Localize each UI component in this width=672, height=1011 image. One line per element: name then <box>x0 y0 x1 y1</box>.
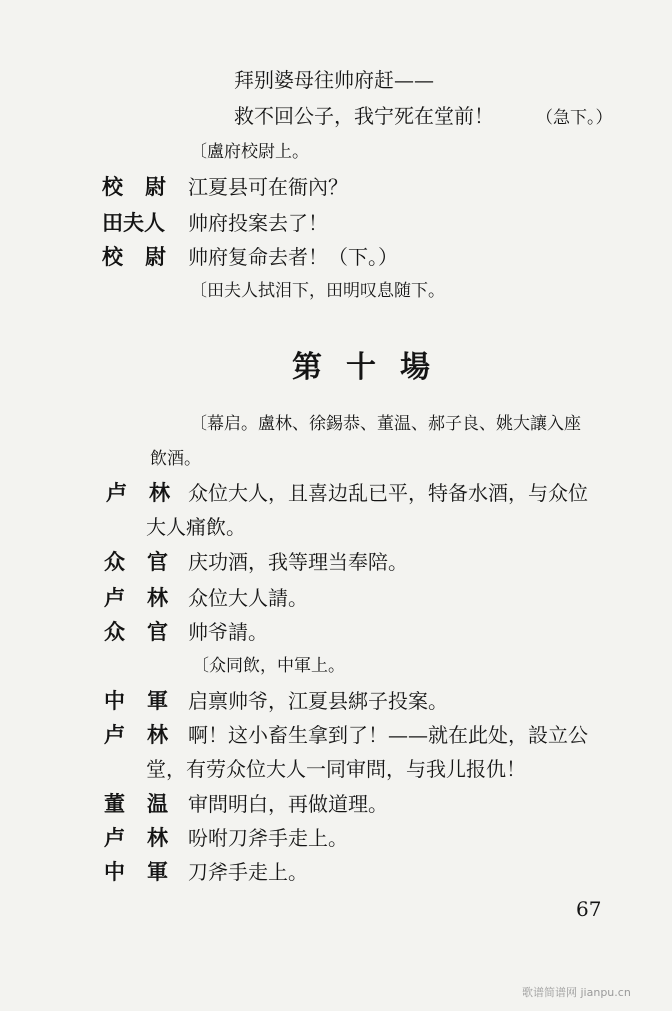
dialogue-line: 吩咐刀斧手走上。 <box>188 826 348 850</box>
role-name: 中軍 <box>104 859 190 884</box>
dialogue-line: 江夏县可在衙內？ <box>188 175 348 199</box>
verse-line-2: 救不回公子，我宁死在堂前！ <box>234 104 494 128</box>
role-name: 卢林 <box>104 825 190 850</box>
role-name: 中軍 <box>104 688 190 713</box>
dialogue-line: 庆功酒，我等理当奉陪。 <box>188 550 408 574</box>
dialogue-line: 帅府投案去了！ <box>188 211 328 235</box>
scene-title: 第十場 <box>292 350 454 385</box>
dialogue-line: 启禀帅爷，江夏县綁子投案。 <box>188 689 448 713</box>
dialogue-line-continued: 大人痛飲。 <box>146 515 246 539</box>
dialogue-line: 众位大人，且喜边乱已平，特备水酒，与众位 <box>188 481 588 505</box>
dialogue-line: 啊！这小畜生拿到了！——就在此处，設立公 <box>188 723 588 747</box>
stage-direction-4: 〔众同飲，中軍上。 <box>192 656 345 676</box>
dialogue-line-continued: 堂，有劳众位大人一同审問，与我儿报仇！ <box>146 757 526 781</box>
stage-direction-3-line-2: 飲酒。 <box>150 449 201 469</box>
role-name: 众官 <box>104 619 190 644</box>
verse-line-1: 拜别婆母往帅府赶—— <box>234 68 434 92</box>
dialogue-line: 刀斧手走上。 <box>188 860 308 884</box>
role-name: 众官 <box>104 549 190 574</box>
role-name: 卢林 <box>106 480 192 505</box>
dialogue-line: 众位大人請。 <box>188 586 308 610</box>
dialogue-line: 帅爷請。 <box>188 620 268 644</box>
stage-direction-2: 〔田夫人拭泪下，田明叹息随下。 <box>190 281 445 301</box>
role-name: 田夫人 <box>102 210 165 235</box>
page-number: 67 <box>576 897 602 921</box>
watermark: 歌谱简谱网 jianpu.cn <box>522 986 631 999</box>
stage-direction-1: 〔盧府校尉上。 <box>190 142 309 162</box>
role-name: 卢林 <box>104 722 190 747</box>
role-name: 校尉 <box>102 244 188 269</box>
dialogue-line: 审問明白，再做道理。 <box>188 792 388 816</box>
role-name: 卢林 <box>104 585 190 610</box>
dialogue-line: 帅府复命去者！（下。） <box>188 245 398 269</box>
stage-direction-exit: （急下。） <box>536 108 613 128</box>
role-name: 董温 <box>104 791 190 816</box>
stage-direction-3-line-1: 〔幕启。盧林、徐錫恭、董温、郝子良、姚大讓入座 <box>190 414 581 434</box>
role-name: 校尉 <box>102 174 188 199</box>
